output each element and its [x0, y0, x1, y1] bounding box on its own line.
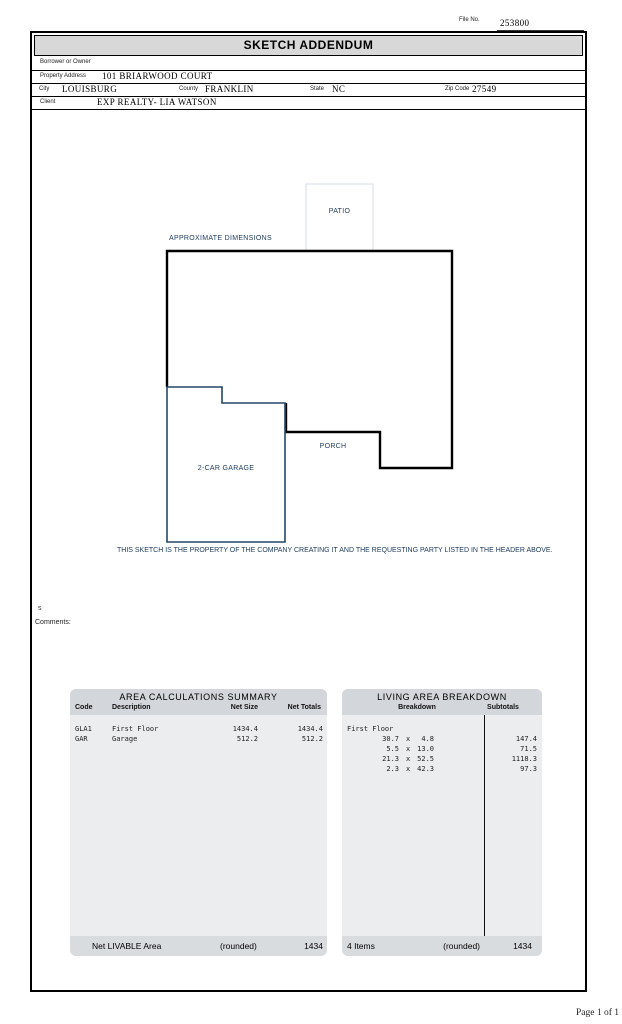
- dim-width-cell: 21.3: [382, 755, 399, 763]
- dim-height-cell: 42.3: [417, 765, 434, 773]
- code-column-header: Code: [75, 704, 93, 711]
- stray-character: s: [38, 605, 42, 612]
- code-cell: GLA1: [75, 725, 92, 733]
- page-number: Page 1 of 1: [575, 1008, 619, 1018]
- table-row: [342, 724, 542, 734]
- table-row: [70, 724, 327, 734]
- rounded-label: (rounded): [443, 941, 480, 951]
- garage-label: 2-CAR GARAGE: [197, 465, 255, 472]
- property-address-label: Property Address: [40, 73, 87, 79]
- table-row: [342, 754, 542, 764]
- area-calculations-title: AREA CALCULATIONS SUMMARY: [119, 692, 278, 702]
- dim-height-cell: 4.8: [421, 735, 434, 743]
- multiply-cell: x: [406, 735, 411, 743]
- table-row: [342, 744, 542, 754]
- county-value: FRANKLIN: [205, 84, 254, 94]
- dim-width-cell: 5.5: [386, 745, 399, 753]
- net-size-cell: 1434.4: [232, 725, 258, 733]
- net-totals-cell: 512.2: [301, 735, 323, 743]
- living-area-header: [342, 689, 542, 715]
- subtotal-cell: 97.3: [520, 765, 537, 773]
- multiply-cell: x: [406, 745, 411, 753]
- county-label: County: [179, 86, 199, 92]
- items-count-label: 4 Items: [347, 941, 375, 951]
- file-no-value: 253800: [500, 18, 530, 28]
- description-cell: Garage: [112, 735, 138, 743]
- area-calculations-footer: [70, 936, 327, 956]
- patio-label: PATIO: [328, 208, 351, 215]
- approximate-dimensions-label: APPROXIMATE DIMENSIONS: [169, 235, 272, 242]
- net-size-cell: 512.2: [236, 735, 258, 743]
- dim-height-cell: 52.5: [417, 755, 434, 763]
- net-livable-label: Net LIVABLE Area: [92, 941, 162, 951]
- zip-label: Zip Code: [445, 86, 470, 92]
- subtotal-cell: 147.4: [515, 735, 537, 743]
- area-calculations-header: [70, 689, 327, 715]
- subtotals-column-header: Subtotals: [487, 704, 519, 711]
- living-area-title: LIVING AREA BREAKDOWN: [377, 692, 507, 702]
- file-no-label: File No.: [459, 17, 480, 23]
- living-area-footer: [342, 936, 542, 956]
- subtotal-cell: 1118.3: [511, 755, 537, 763]
- multiply-cell: x: [406, 755, 411, 763]
- table-row: [342, 764, 542, 774]
- dim-height-cell: 13.0: [417, 745, 434, 753]
- borrower-label: Borrower or Owner: [40, 59, 91, 65]
- description-cell: First Floor: [112, 725, 159, 733]
- sketch-disclaimer: THIS SKETCH IS THE PROPERTY OF THE COMPANY CREATING IT AND THE REQUESTING PARTY LISTED IN THE HEADER ABOVE.: [117, 547, 553, 554]
- city-label: City: [39, 86, 50, 92]
- comments-label: Comments:: [35, 619, 71, 626]
- code-cell: GAR: [75, 735, 88, 743]
- page-title: SKETCH ADDENDUM: [34, 35, 583, 56]
- zip-value: 27549: [472, 84, 497, 94]
- dim-width-cell: 30.7: [382, 735, 399, 743]
- patio-outline: [306, 184, 373, 250]
- net-size-column-header: Net Size: [230, 704, 258, 711]
- client-label: Client: [40, 99, 56, 105]
- table-row: [70, 734, 327, 744]
- client-value: EXP REALTY- LIA WATSON: [97, 97, 217, 107]
- multiply-cell: x: [406, 765, 411, 773]
- group-label: First Floor: [347, 725, 394, 733]
- description-column-header: Description: [112, 704, 151, 711]
- living-area-table: [342, 689, 542, 956]
- rounded-label: (rounded): [220, 941, 257, 951]
- breakdown-column-header: Breakdown: [398, 704, 436, 711]
- state-label: State: [310, 86, 325, 92]
- porch-label: PORCH: [319, 443, 347, 450]
- net-totals-cell: 1434.4: [297, 725, 323, 733]
- city-value: LOUISBURG: [62, 84, 118, 94]
- table-row: [342, 734, 542, 744]
- state-value: NC: [332, 84, 346, 94]
- area-calculations-table: [70, 689, 327, 956]
- living-area-total: 1434: [513, 941, 532, 951]
- dim-width-cell: 2.3: [386, 765, 399, 773]
- property-address-value: 101 BRIARWOOD COURT: [102, 71, 213, 81]
- net-livable-total: 1434: [304, 941, 323, 951]
- net-totals-column-header: Net Totals: [287, 704, 321, 711]
- subtotal-cell: 71.5: [520, 745, 537, 753]
- first-floor-outline: [167, 251, 452, 468]
